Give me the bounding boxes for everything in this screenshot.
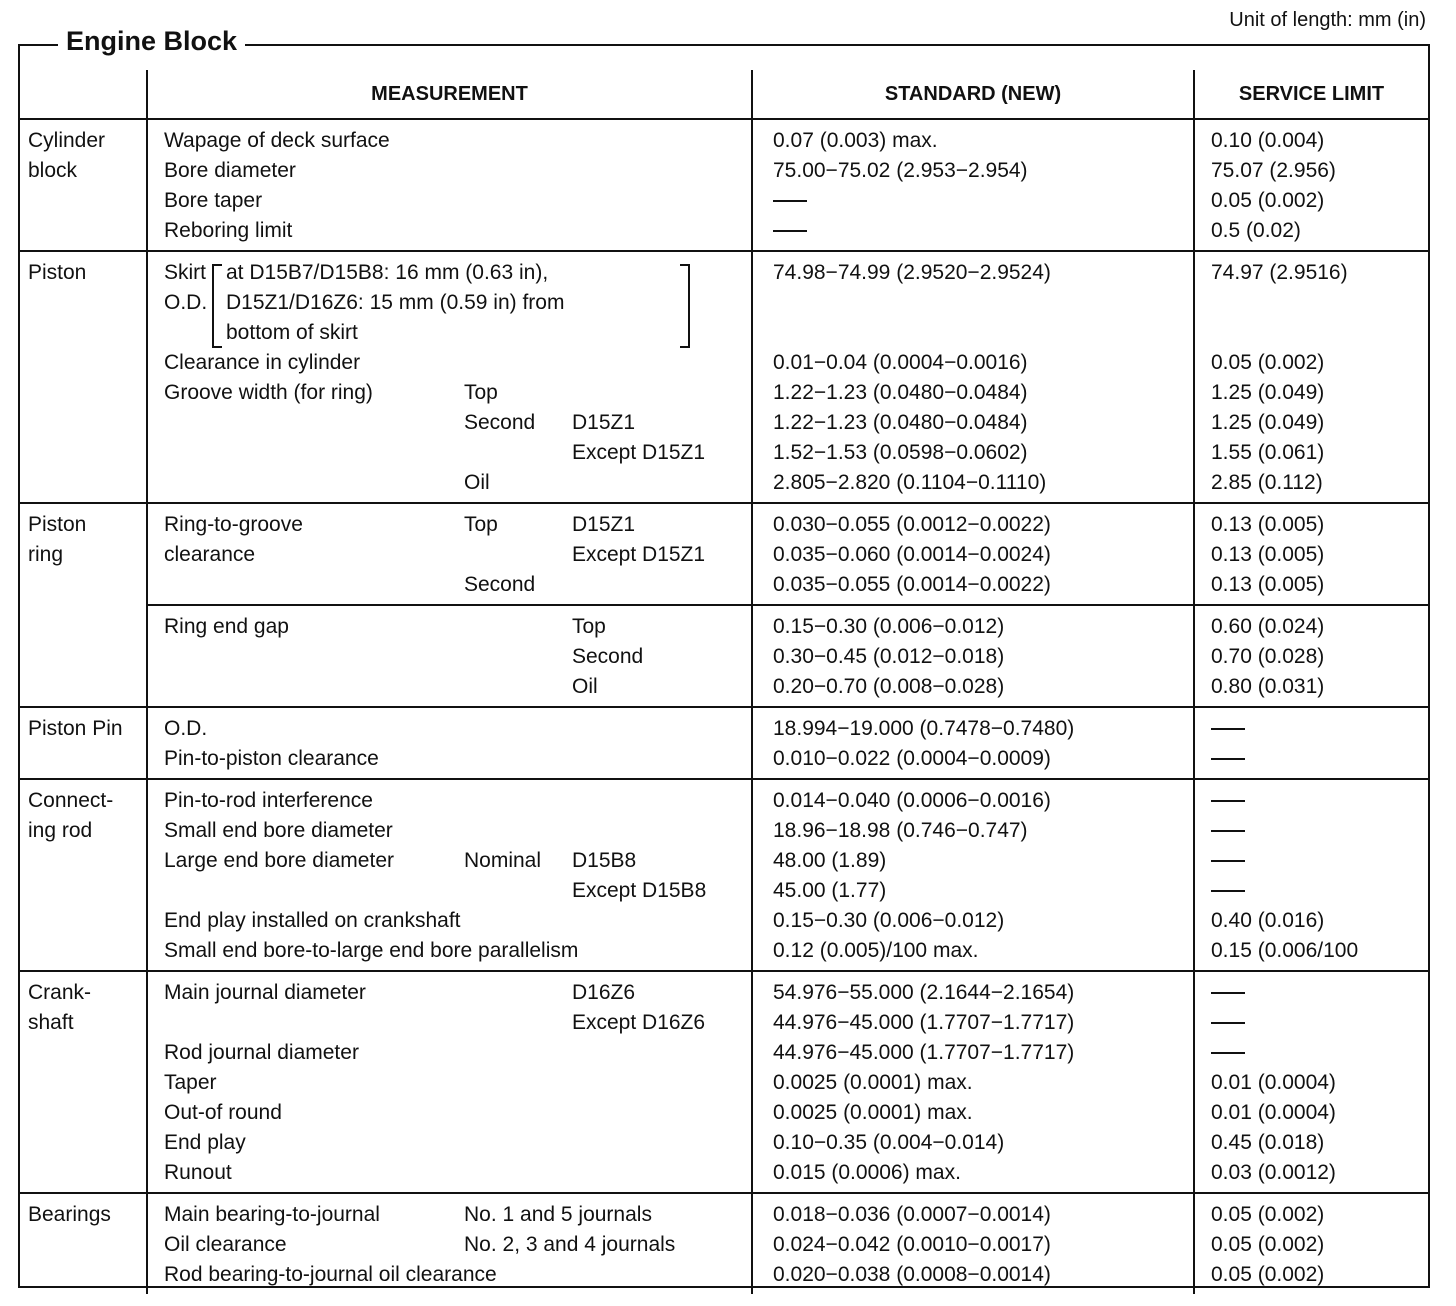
row-cylinder-block [20, 119, 1428, 251]
variant-label: Except D15Z1 [572, 543, 706, 566]
standard-cell [752, 1193, 1194, 1294]
standard-value: 1.22−1.23 (0.0480−0.0484) [773, 381, 1028, 404]
service-value: 0.13 (0.005) [1211, 543, 1325, 566]
standard-cell [752, 119, 1194, 251]
sub-label: Oil [464, 471, 490, 494]
journal-label: No. 1 and 5 journals [464, 1203, 652, 1226]
category-label: block [28, 159, 78, 182]
measurement-label: Wapage of deck surface [164, 129, 390, 152]
standard-cell [752, 503, 1194, 605]
category-label: Cylinder [28, 129, 106, 152]
service-cell [1194, 503, 1428, 605]
measurement-label: End play [164, 1131, 246, 1154]
standard-value: 0.030−0.055 (0.0012−0.0022) [773, 513, 1051, 536]
standard-cell [752, 779, 1194, 971]
standard-value: 44.976−45.000 (1.7707−1.7717) [773, 1011, 1075, 1034]
category-label: Connect- [28, 789, 114, 812]
standard-value: 18.994−19.000 (0.7478−0.7480) [773, 717, 1075, 740]
standard-value: 0.0025 (0.0001) max. [773, 1071, 973, 1094]
standard-cell [752, 971, 1194, 1193]
service-value: 0.05 (0.002) [1211, 351, 1325, 374]
no-value-dash [1211, 728, 1245, 730]
bracket-right [680, 264, 690, 348]
skirt-note-line: bottom of skirt [226, 321, 358, 344]
row-bearings [20, 1193, 1428, 1294]
measurement-cell [147, 707, 752, 779]
service-cell [1194, 605, 1428, 707]
variant-label: Except D15B8 [572, 879, 707, 902]
category-piston-pin [20, 707, 147, 779]
standard-value: 74.98−74.99 (2.9520−2.9524) [773, 261, 1051, 284]
service-value: 0.13 (0.005) [1211, 513, 1325, 536]
service-value: 0.40 (0.016) [1211, 909, 1325, 932]
service-value: 74.97 (2.9516) [1211, 261, 1348, 284]
service-value: 0.05 (0.002) [1211, 189, 1325, 212]
service-cell [1194, 251, 1428, 503]
service-value: 0.13 (0.005) [1211, 573, 1325, 596]
category-cylinder-block [20, 119, 147, 251]
standard-value: 0.015 (0.0006) max. [773, 1161, 961, 1184]
category-label: Piston Pin [28, 717, 123, 740]
service-value: 0.5 (0.02) [1211, 219, 1301, 242]
service-value: 0.60 (0.024) [1211, 615, 1325, 638]
service-cell [1194, 1193, 1428, 1294]
service-cell [1194, 119, 1428, 251]
measurement-label: Taper [164, 1071, 217, 1094]
standard-cell [752, 605, 1194, 707]
service-value: 1.25 (0.049) [1211, 381, 1325, 404]
no-value-dash [1211, 800, 1245, 802]
standard-value: 0.014−0.040 (0.0006−0.0016) [773, 789, 1051, 812]
spec-table [20, 70, 1428, 1294]
measurement-label: Reboring limit [164, 219, 293, 242]
standard-value: 0.0025 (0.0001) max. [773, 1101, 973, 1124]
measurement-label: Ring end gap [164, 615, 289, 638]
measurement-label: Bore taper [164, 189, 263, 212]
no-value-dash [1211, 890, 1245, 892]
standard-value: 44.976−45.000 (1.7707−1.7717) [773, 1041, 1075, 1064]
row-piston [20, 251, 1428, 503]
variant-label: Except D15Z1 [572, 441, 706, 464]
category-label: Piston [28, 513, 87, 536]
service-value: 1.25 (0.049) [1211, 411, 1325, 434]
measurement-label: Main bearing-to-journal [164, 1203, 380, 1226]
measurement-label: Large end bore diameter [164, 849, 394, 872]
standard-value: 0.01−0.04 (0.0004−0.0016) [773, 351, 1028, 374]
variant-label: D15B8 [572, 849, 637, 872]
variant-label: D15Z1 [572, 513, 636, 536]
header-measurement: MEASUREMENT [147, 70, 752, 119]
measurement-label: Clearance in cylinder [164, 351, 361, 374]
standard-value: 0.12 (0.005)/100 max. [773, 939, 979, 962]
sub-label: Nominal [464, 849, 542, 872]
standard-value: 1.52−1.53 (0.0598−0.0602) [773, 441, 1028, 464]
measurement-label: Pin-to-piston clearance [164, 747, 379, 770]
measurement-cell [147, 251, 752, 503]
header-blank [20, 70, 147, 119]
service-value: 0.80 (0.031) [1211, 675, 1325, 698]
standard-value: 45.00 (1.77) [773, 879, 887, 902]
sub-label: Oil [572, 675, 598, 698]
sub-label: Top [464, 513, 498, 536]
no-value-dash [1211, 1022, 1245, 1024]
service-cell [1194, 779, 1428, 971]
standard-value: 2.805−2.820 (0.1104−0.1110) [773, 471, 1047, 494]
no-value-dash [1211, 1052, 1245, 1054]
measurement-cell [147, 503, 752, 605]
measurement-label: Groove width (for ring) [164, 381, 373, 404]
standard-value: 0.035−0.060 (0.0014−0.0024) [773, 543, 1051, 566]
standard-value: 1.22−1.23 (0.0480−0.0484) [773, 411, 1028, 434]
header-service-limit: SERVICE LIMIT [1194, 70, 1428, 119]
standard-value: 48.00 (1.89) [773, 849, 887, 872]
service-value: 0.05 (0.002) [1211, 1203, 1325, 1226]
row-piston-ring-end-gap [20, 605, 1428, 707]
measurement-cell [147, 1193, 752, 1294]
measurement-cell [147, 119, 752, 251]
measurement-cell [147, 779, 752, 971]
measurement-label: Out-of round [164, 1101, 282, 1124]
standard-value: 0.010−0.022 (0.0004−0.0009) [773, 747, 1051, 770]
sub-label: Second [572, 645, 644, 668]
category-crankshaft [20, 971, 147, 1193]
category-piston-ring [20, 503, 147, 707]
sub-label: Top [572, 615, 606, 638]
measurement-label: O.D. [164, 291, 208, 314]
service-value: 2.85 (0.112) [1211, 471, 1323, 494]
service-value: 0.45 (0.018) [1211, 1131, 1325, 1154]
measurement-label: Main journal diameter [164, 981, 366, 1004]
sub-label: Top [464, 381, 498, 404]
header-row [20, 70, 1428, 119]
no-value-dash [1211, 830, 1245, 832]
sub-label: Second [464, 411, 536, 434]
service-value: 0.10 (0.004) [1211, 129, 1325, 152]
skirt-note-line: D15Z1/D16Z6: 15 mm (0.59 in) from [226, 291, 565, 314]
service-value: 0.01 (0.0004) [1211, 1071, 1336, 1094]
measurement-label: Pin-to-rod interference [164, 789, 373, 812]
category-label: shaft [28, 1011, 74, 1034]
no-value-dash [773, 200, 807, 202]
service-value: 0.01 (0.0004) [1211, 1101, 1336, 1124]
standard-value: 0.10−0.35 (0.004−0.014) [773, 1131, 1005, 1154]
no-value-dash [773, 230, 807, 232]
category-label: Piston [28, 261, 87, 284]
service-cell [1194, 971, 1428, 1193]
category-bearings [20, 1193, 147, 1294]
standard-value: 54.976−55.000 (2.1644−2.1654) [773, 981, 1075, 1004]
skirt-note-line: at D15B7/D15B8: 16 mm (0.63 in), [226, 261, 549, 284]
variant-label: Except D16Z6 [572, 1011, 706, 1034]
standard-value: 0.07 (0.003) max. [773, 129, 938, 152]
standard-cell [752, 251, 1194, 503]
section-title: Engine Block [58, 26, 245, 57]
category-label: ing rod [28, 819, 93, 842]
service-value: 0.70 (0.028) [1211, 645, 1325, 668]
service-value: 0.03 (0.0012) [1211, 1161, 1336, 1184]
no-value-dash [1211, 992, 1245, 994]
standard-value: 0.018−0.036 (0.0007−0.0014) [773, 1203, 1051, 1226]
measurement-label: Skirt [164, 261, 206, 284]
row-piston-ring-groove [20, 503, 1428, 605]
journal-label: No. 2, 3 and 4 journals [464, 1233, 676, 1256]
measurement-label: Ring-to-groove [164, 513, 303, 536]
standard-value: 0.15−0.30 (0.006−0.012) [773, 909, 1005, 932]
row-connecting-rod [20, 779, 1428, 971]
service-value: 0.05 (0.002) [1211, 1233, 1325, 1256]
standard-value: 0.20−0.70 (0.008−0.028) [773, 675, 1005, 698]
measurement-cell [147, 971, 752, 1193]
unit-note: Unit of length: mm (in) [1229, 9, 1426, 31]
no-value-dash [1211, 860, 1245, 862]
variant-label: D15Z1 [572, 411, 636, 434]
standard-value: 75.00−75.02 (2.953−2.954) [773, 159, 1028, 182]
service-cell [1194, 707, 1428, 779]
measurement-label: Small end bore-to-large end bore parallelism [164, 939, 579, 962]
measurement-label: Bore diameter [164, 159, 296, 182]
measurement-cell [147, 605, 752, 707]
row-piston-pin [20, 707, 1428, 779]
category-connecting-rod [20, 779, 147, 971]
header-standard: STANDARD (NEW) [752, 70, 1194, 119]
sub-label: Second [464, 573, 536, 596]
measurement-label: Rod journal diameter [164, 1041, 359, 1064]
measurement-label: Rod bearing-to-journal oil clearance [164, 1263, 497, 1286]
standard-value: 0.024−0.042 (0.0010−0.0017) [773, 1233, 1051, 1256]
row-crankshaft [20, 971, 1428, 1193]
service-value: 0.05 (0.002) [1211, 1263, 1325, 1286]
skirt-note [212, 258, 690, 346]
measurement-label: O.D. [164, 717, 208, 740]
measurement-label: clearance [164, 543, 256, 566]
measurement-label: End play installed on crankshaft [164, 909, 461, 932]
measurement-label: Small end bore diameter [164, 819, 393, 842]
measurement-label: Runout [164, 1161, 232, 1184]
standard-value: 0.020−0.038 (0.0008−0.0014) [773, 1263, 1051, 1286]
service-value: 1.55 (0.061) [1211, 441, 1325, 464]
standard-value: 0.035−0.055 (0.0014−0.0022) [773, 573, 1051, 596]
standard-value: 0.15−0.30 (0.006−0.012) [773, 615, 1005, 638]
measurement-label: Oil clearance [164, 1233, 287, 1256]
no-value-dash [1211, 758, 1245, 760]
category-label: Crank- [28, 981, 92, 1004]
category-piston [20, 251, 147, 503]
service-value: 75.07 (2.956) [1211, 159, 1336, 182]
category-label: Bearings [28, 1203, 111, 1226]
standard-value: 18.96−18.98 (0.746−0.747) [773, 819, 1028, 842]
standard-cell [752, 707, 1194, 779]
bracket-left [212, 264, 222, 348]
service-value: 0.15 (0.006/100 [1211, 939, 1359, 962]
category-label: ring [28, 543, 64, 566]
variant-label: D16Z6 [572, 981, 636, 1004]
standard-value: 0.30−0.45 (0.012−0.018) [773, 645, 1005, 668]
